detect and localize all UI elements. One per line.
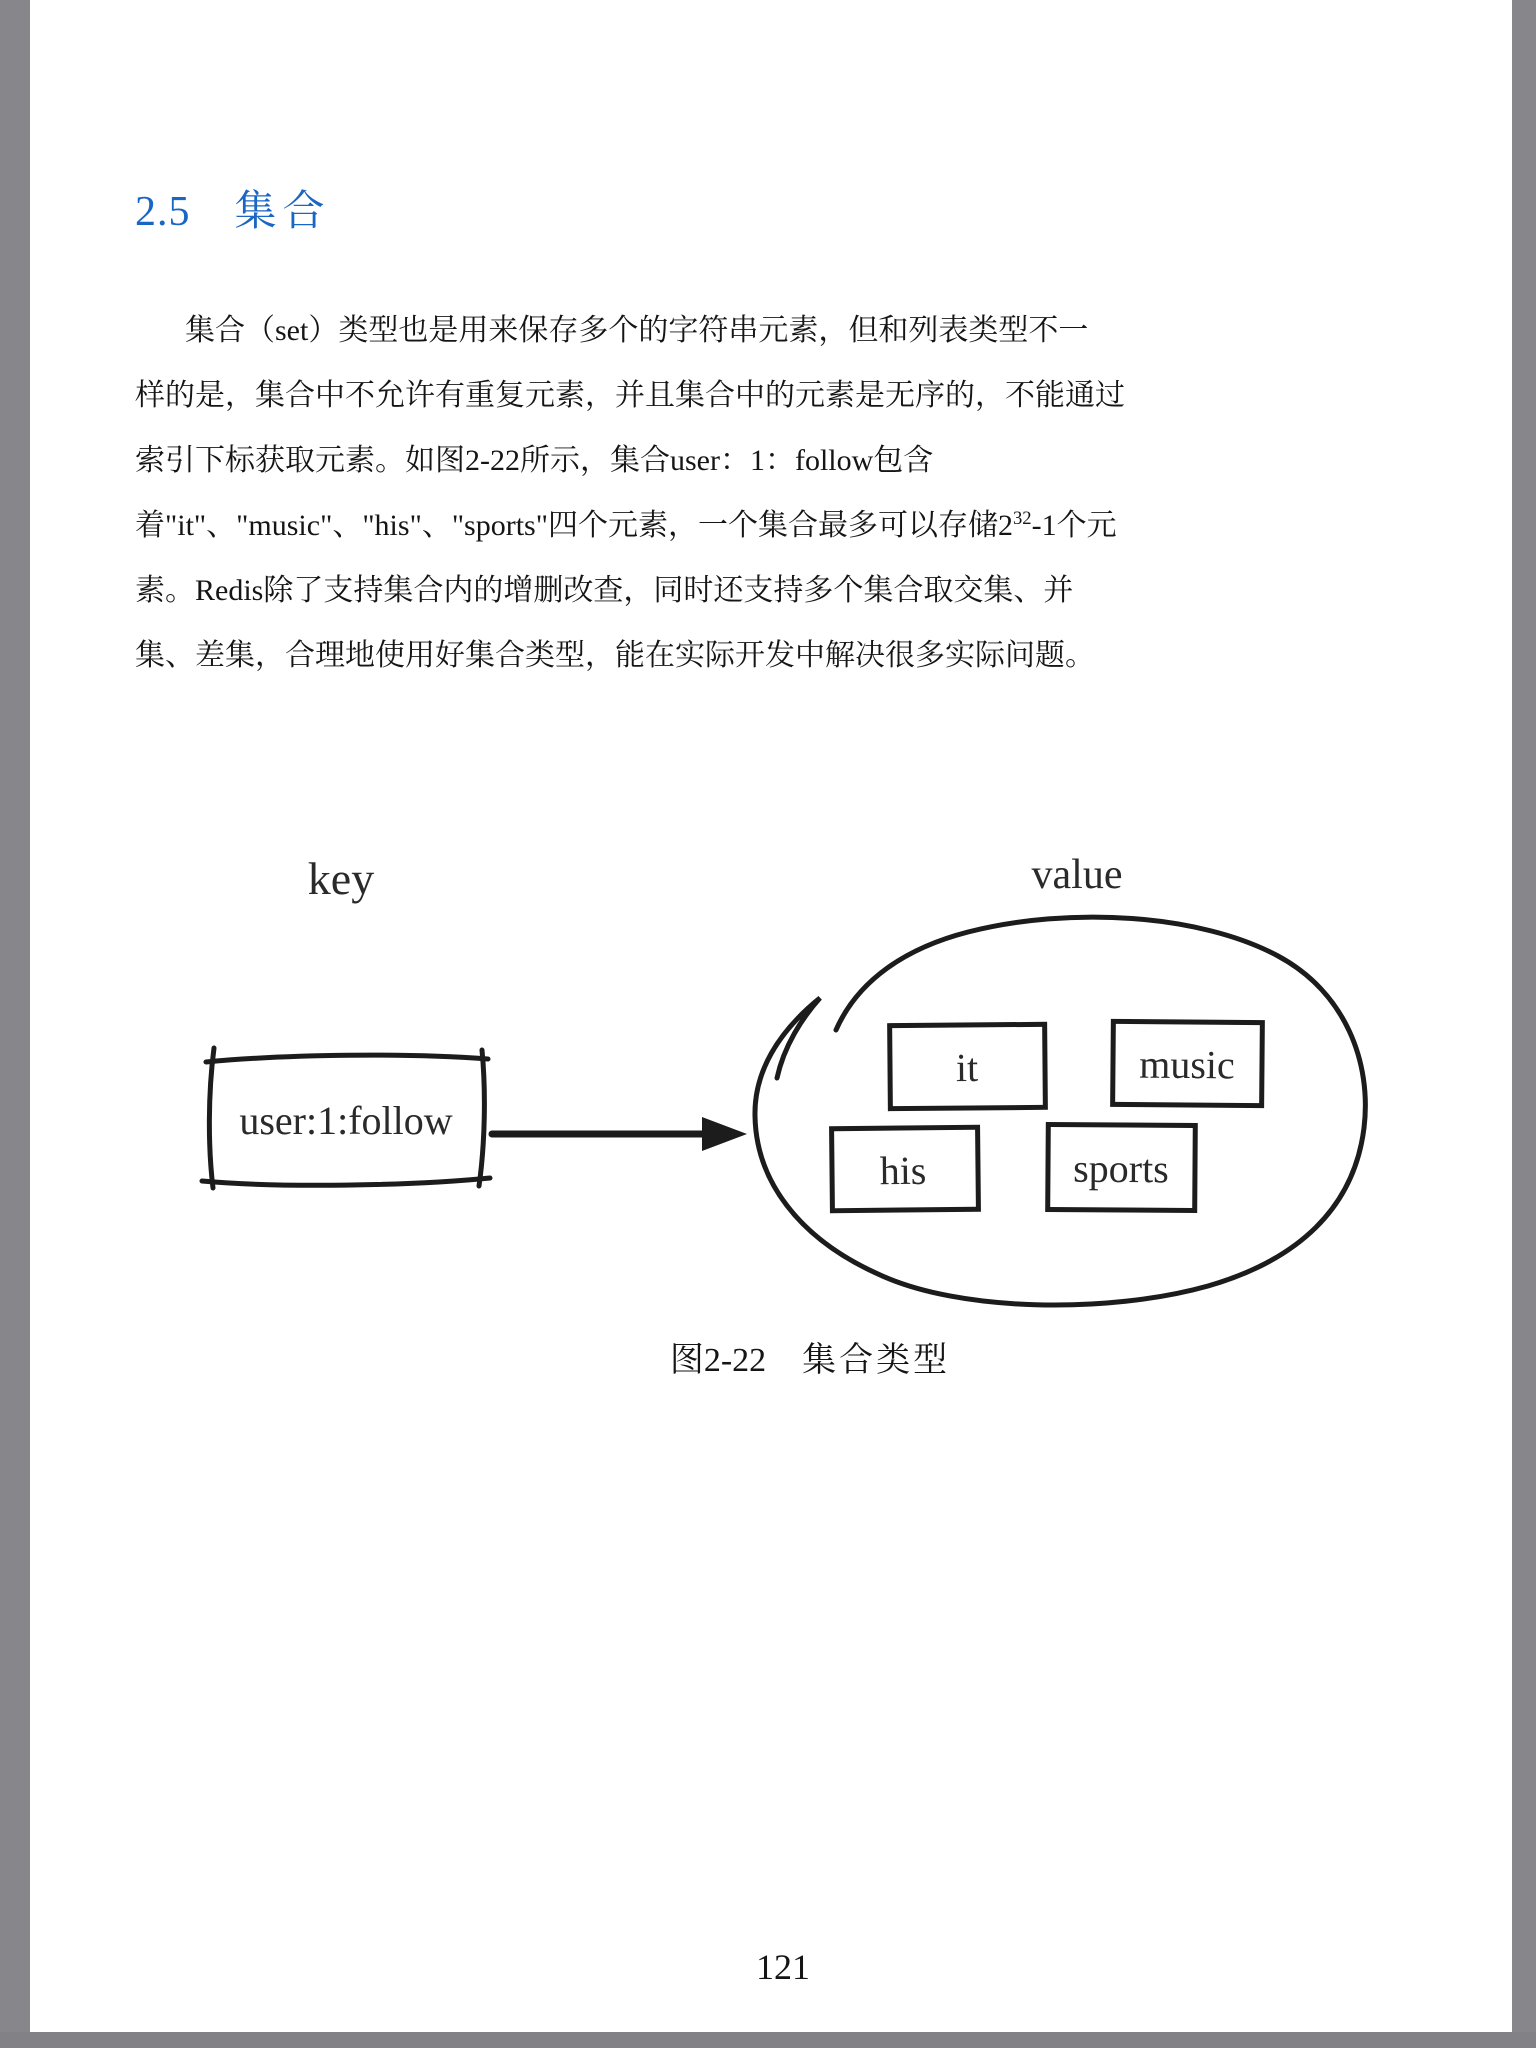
key-box	[202, 1048, 490, 1188]
key-box-label: user:1:follow	[239, 1098, 453, 1143]
viewer-margin-left	[0, 0, 30, 2048]
set-member-box	[832, 1127, 979, 1211]
body-paragraph	[135, 298, 1125, 688]
figure-caption	[69, 1332, 1536, 1381]
figure-key-label: key	[307, 853, 375, 904]
figure-value-label: value	[1031, 852, 1123, 898]
set-member-box	[1113, 1021, 1263, 1105]
set-member-label: music	[1139, 1041, 1235, 1088]
superscript-exponent: 32	[1012, 508, 1032, 529]
paragraph-line: 集、差集，合理地使用好集合类型，能在实际开发中解决很多实际问题。	[135, 639, 1095, 672]
paragraph-line	[135, 493, 1117, 558]
figure-set-diagram	[30, 822, 1512, 1322]
paragraph-line: 集合（set）类型也是用来保存多个的字符串元素，但和列表类型不一	[185, 314, 1089, 347]
set-member-label: his	[879, 1147, 927, 1194]
set-member-box	[1048, 1124, 1196, 1210]
set-member-label: it	[955, 1044, 979, 1091]
section-title: 集合	[234, 189, 331, 235]
book-page	[30, 0, 1512, 2032]
arrow-right-icon	[492, 1117, 747, 1151]
paragraph-line: 样的是，集合中不允许有重复元素，并且集合中的元素是无序的，不能通过	[135, 379, 1125, 412]
section-number: 2.5	[135, 189, 191, 235]
set-member-label: sports	[1073, 1145, 1169, 1192]
viewer-margin-right	[1512, 0, 1536, 2048]
page-number: 121	[756, 1947, 810, 1987]
paragraph-line-text: 着"it"、"music"、"his"、"sports"四个元素，一个集合最多可以存储2	[135, 509, 1013, 542]
paragraph-line-text: -1个元	[1031, 509, 1117, 542]
figure-caption-title: 集合类型	[802, 1342, 951, 1379]
section-heading	[135, 178, 331, 238]
set-blob-outline	[755, 917, 1365, 1305]
paragraph-line: 素。Redis除了支持集合内的增删改查，同时还支持多个集合取交集、并	[135, 574, 1074, 607]
set-member-box	[890, 1024, 1046, 1108]
paragraph-line: 索引下标获取元素。如图2-22所示，集合user：1：follow包含	[135, 444, 934, 477]
figure-caption-label: 图2-22	[669, 1342, 767, 1379]
viewer-margin-bottom	[0, 2032, 1536, 2048]
